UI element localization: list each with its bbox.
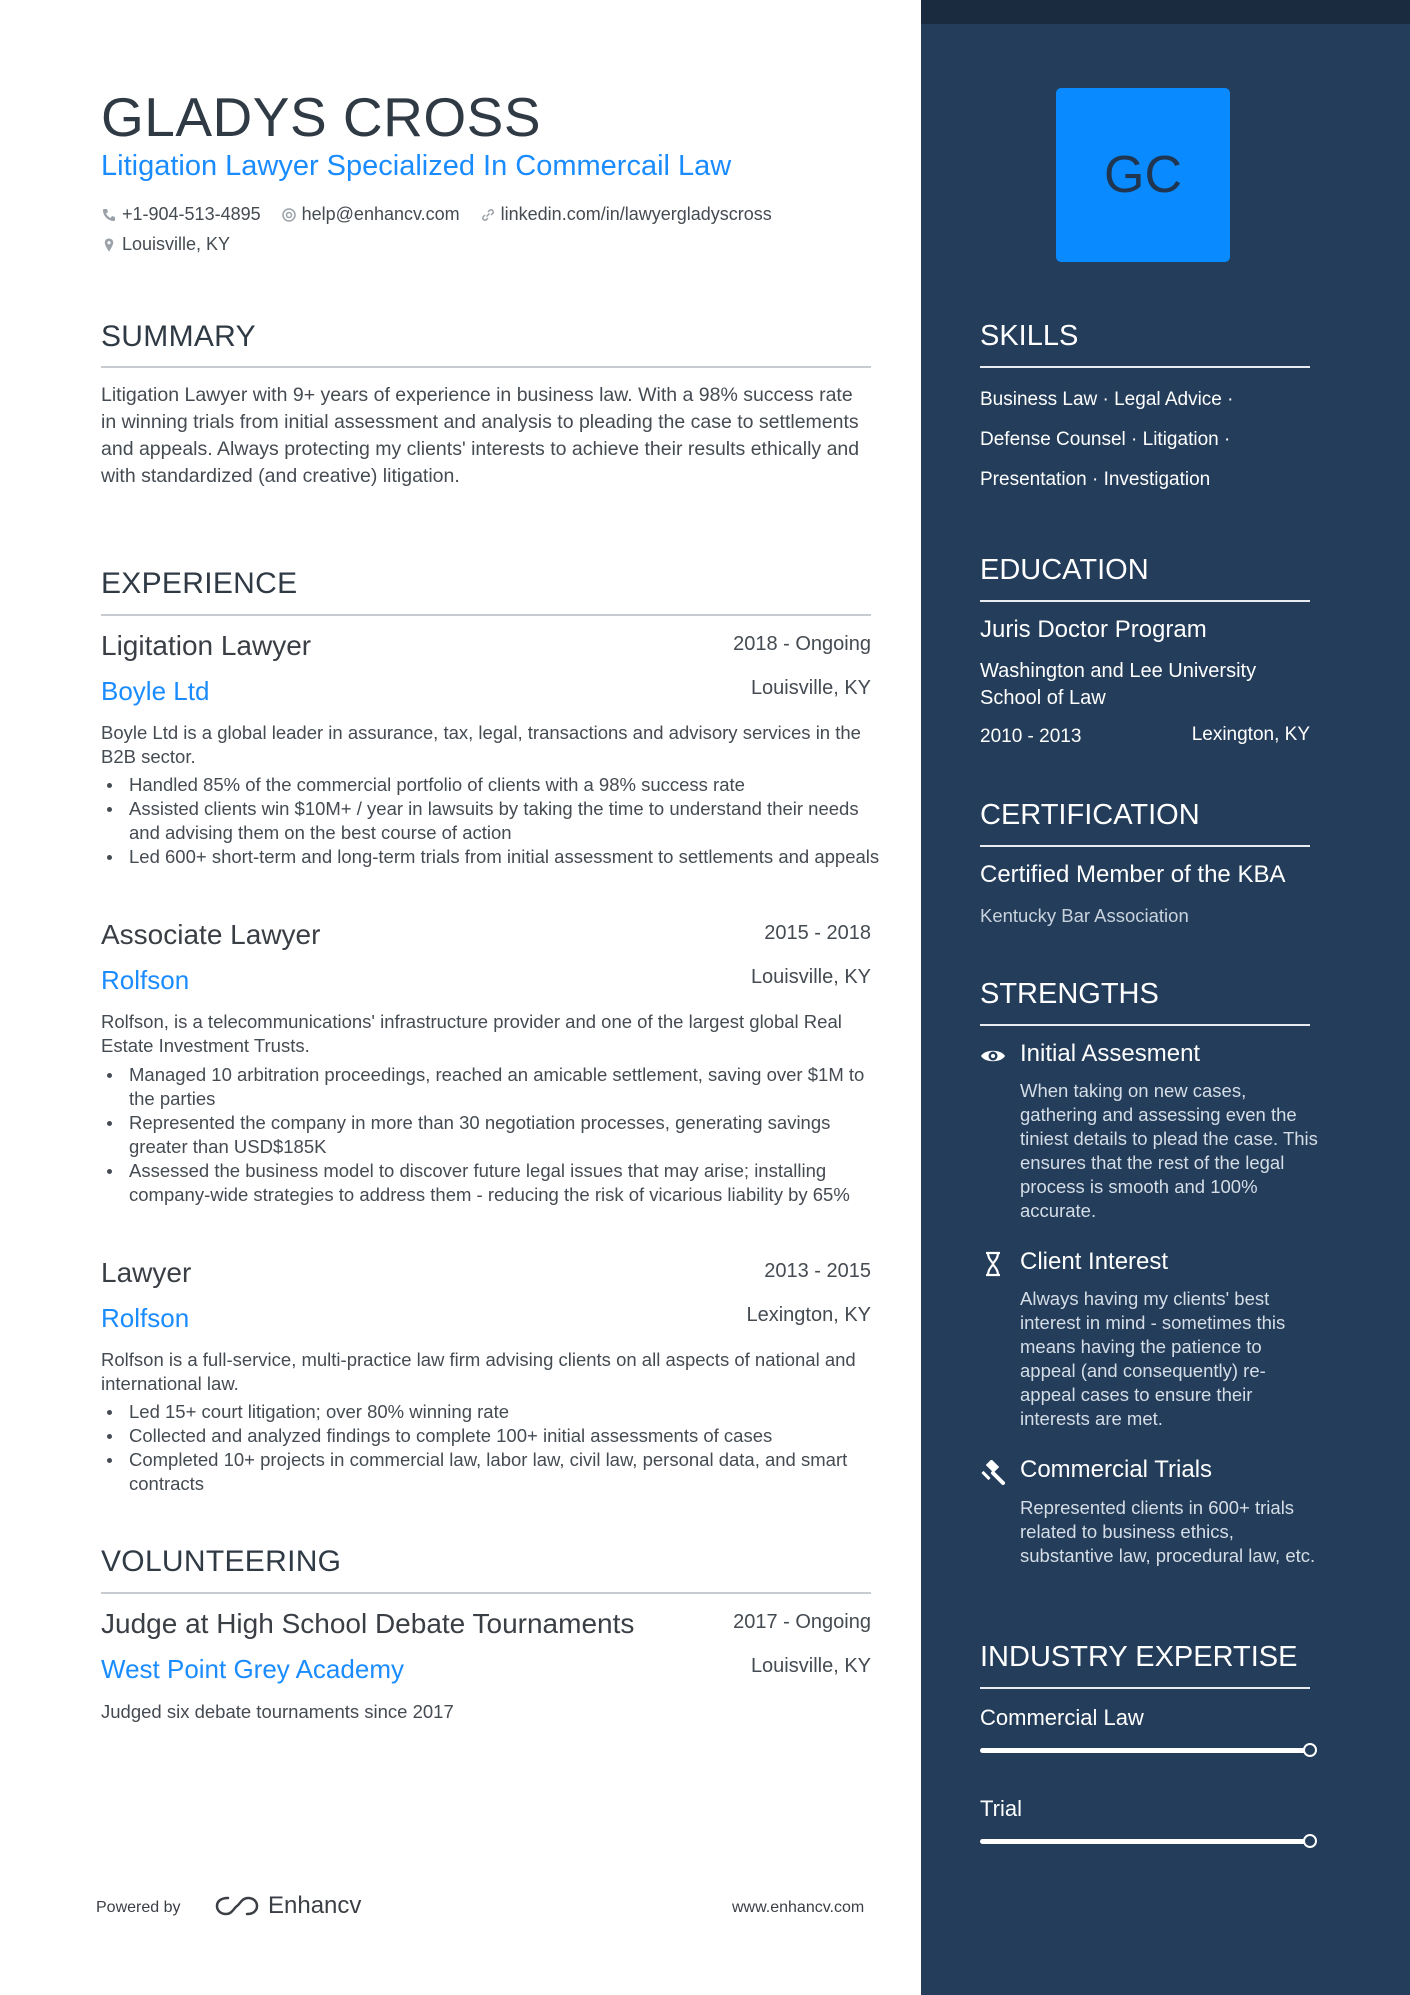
expertise-heading: INDUSTRY EXPERTISE — [980, 1641, 1298, 1673]
expertise-bar-knob — [1303, 1743, 1317, 1757]
linkedin-text[interactable]: linkedin.com/in/lawyergladyscross — [500, 204, 772, 224]
bullet-item: Led 600+ short-term and long-term trials from initial assessment to settlements and appeals — [101, 845, 881, 869]
linkedin-contact[interactable] — [480, 204, 772, 225]
certification-name: Certified Member of the KBA — [980, 861, 1286, 888]
contact-row-2 — [101, 234, 244, 255]
candidate-name: GLADYS CROSS — [101, 86, 542, 148]
bullet-item: Led 15+ court litigation; over 80% winning rate — [101, 1400, 881, 1424]
expertise-bar — [980, 1748, 1310, 1753]
at-icon — [281, 207, 297, 223]
education-degree: Juris Doctor Program — [980, 616, 1207, 643]
bullet-item: Represented the company in more than 30 negotiation processes, generating savings greater than USD$185K — [101, 1111, 881, 1159]
volunteer-role: Judge at High School Debate Tournaments — [101, 1608, 635, 1639]
job-title: Ligitation Lawyer — [101, 630, 312, 661]
eye-icon — [980, 1043, 1006, 1069]
enhancv-logo-icon — [214, 1894, 260, 1918]
job-dates: 2018 - Ongoing — [733, 633, 871, 655]
strengths-heading: STRENGTHS — [980, 978, 1159, 1010]
skills-line: Business Law · Legal Advice · — [980, 389, 1234, 410]
avatar: GC — [1056, 88, 1230, 262]
enhancv-wordmark: Enhancv — [268, 1892, 362, 1919]
phone-contact — [101, 204, 261, 225]
phone-icon — [101, 207, 117, 223]
skills-line: Presentation · Investigation — [980, 469, 1211, 490]
job-bullets — [101, 773, 881, 869]
bullet-item: Assisted clients win $10M+ / year in lawsuits by taking the time to understand their needs and advising them on the best course of action — [101, 797, 881, 845]
email-text[interactable]: help@enhancv.com — [301, 204, 460, 224]
volunteering-heading: VOLUNTEERING — [101, 1545, 342, 1578]
summary-divider — [101, 366, 871, 368]
job-dates: 2015 - 2018 — [764, 922, 871, 944]
powered-by-label: Powered by — [96, 1899, 181, 1916]
strength-description: When taking on new cases, gathering and assessing even the tiniest details to plead the case. This ensures that the rest of the legal process is smooth and 100% accurate. — [1020, 1080, 1318, 1221]
job-location: Louisville, KY — [750, 966, 871, 988]
job-description: Boyle Ltd is a global leader in assurance, tax, legal, transactions and advisory services in the B2B sector. — [101, 722, 861, 767]
bullet-item: Managed 10 arbitration proceedings, reached an amicable settlement, saving over $1M to the parties — [101, 1063, 881, 1111]
sidebar-top-bar — [921, 0, 1410, 24]
strength-title: Initial Assesment — [1020, 1040, 1201, 1067]
expertise-label: Commercial Law — [980, 1705, 1144, 1730]
job-company: Rolfson — [101, 965, 190, 995]
job-dates: 2013 - 2015 — [764, 1260, 871, 1282]
bullet-item: Completed 10+ projects in commercial law, labor law, civil law, personal data, and smart contracts — [101, 1448, 881, 1496]
footer-url[interactable]: www.enhancv.com — [732, 1899, 865, 1916]
volunteer-location: Louisville, KY — [750, 1655, 871, 1677]
expertise-bar-knob — [1303, 1834, 1317, 1848]
volunteering-divider — [101, 1592, 871, 1594]
education-dates: 2010 - 2013 — [980, 726, 1082, 747]
volunteer-org: West Point Grey Academy — [101, 1654, 404, 1684]
job-bullets — [101, 1063, 881, 1207]
job-location: Louisville, KY — [750, 677, 871, 699]
education-heading: EDUCATION — [980, 554, 1149, 586]
job-title: Associate Lawyer — [101, 919, 321, 950]
job-description: Rolfson is a full-service, multi-practice law firm advising clients on all aspects of national and international law. — [101, 1349, 856, 1394]
certification-heading: CERTIFICATION — [980, 799, 1200, 831]
bullet-item: Handled 85% of the commercial portfolio of clients with a 98% success rate — [101, 773, 881, 797]
education-school: Washington and Lee University School of Law — [980, 660, 1257, 709]
job-description: Rolfson, is a telecommunications' infrastructure provider and one of the largest global Real Estate Investment Trusts. — [101, 1011, 842, 1056]
strengths-divider — [980, 1024, 1310, 1026]
headline: Litigation Lawyer Specialized In Commercail Law — [101, 150, 732, 182]
experience-divider — [101, 614, 871, 616]
summary-heading: SUMMARY — [101, 320, 256, 353]
job-title: Lawyer — [101, 1257, 192, 1288]
job-bullets — [101, 1400, 881, 1496]
strength-title: Client Interest — [1020, 1248, 1169, 1275]
job-location: Lexington, KY — [746, 1304, 871, 1326]
location-text: Louisville, KY — [122, 234, 231, 254]
job-company: Boyle Ltd — [101, 676, 210, 706]
link-icon — [480, 207, 496, 223]
expertise-divider — [980, 1687, 1310, 1689]
certification-issuer: Kentucky Bar Association — [980, 905, 1189, 926]
location-contact — [101, 234, 230, 255]
enhancv-logo[interactable] — [214, 1892, 361, 1920]
job-company: Rolfson — [101, 1303, 190, 1333]
expertise-bar — [980, 1839, 1310, 1844]
summary-text: Litigation Lawyer with 9+ years of experience in business law. With a 98% success rate in winning trials from initial assessment and analysis to pleading the case to settlements and appeals. Always protecting my clients' interests to achieve their results ethically and with standardized (and creative) litigation. — [101, 384, 860, 487]
strength-description: Represented clients in 600+ trials related to business ethics, substantive law, procedural law, etc. — [1020, 1497, 1316, 1566]
education-location: Lexington, KY — [1191, 724, 1310, 745]
email-contact[interactable] — [281, 204, 460, 225]
skills-line: Defense Counsel · Litigation · — [980, 429, 1231, 450]
skills-list — [980, 380, 1310, 500]
bullet-item: Collected and analyzed findings to complete 100+ initial assessments of cases — [101, 1424, 881, 1448]
hourglass-icon — [980, 1251, 1006, 1277]
volunteer-description: Judged six debate tournaments since 2017 — [101, 1701, 454, 1722]
education-divider — [980, 600, 1310, 602]
certification-divider — [980, 845, 1310, 847]
strength-title: Commercial Trials — [1020, 1456, 1213, 1483]
expertise-label: Trial — [980, 1796, 1022, 1821]
experience-heading: EXPERIENCE — [101, 567, 298, 600]
volunteer-dates: 2017 - Ongoing — [733, 1611, 871, 1633]
location-pin-icon — [101, 237, 117, 253]
skills-divider — [980, 366, 1310, 368]
contact-row-1 — [101, 204, 786, 225]
skills-heading: SKILLS — [980, 320, 1079, 352]
gavel-icon — [980, 1460, 1006, 1486]
strength-description: Always having my clients' best interest in mind - sometimes this means having the patience to appeal (and consequently) re-appeal cases to ensure their interests are met. — [1020, 1288, 1286, 1429]
phone-text: +1-904-513-4895 — [122, 204, 261, 224]
bullet-item: Assessed the business model to discover future legal issues that may arise; installing company-wide strategies to address them - reducing the risk of vicarious liability by 65% — [101, 1159, 881, 1207]
